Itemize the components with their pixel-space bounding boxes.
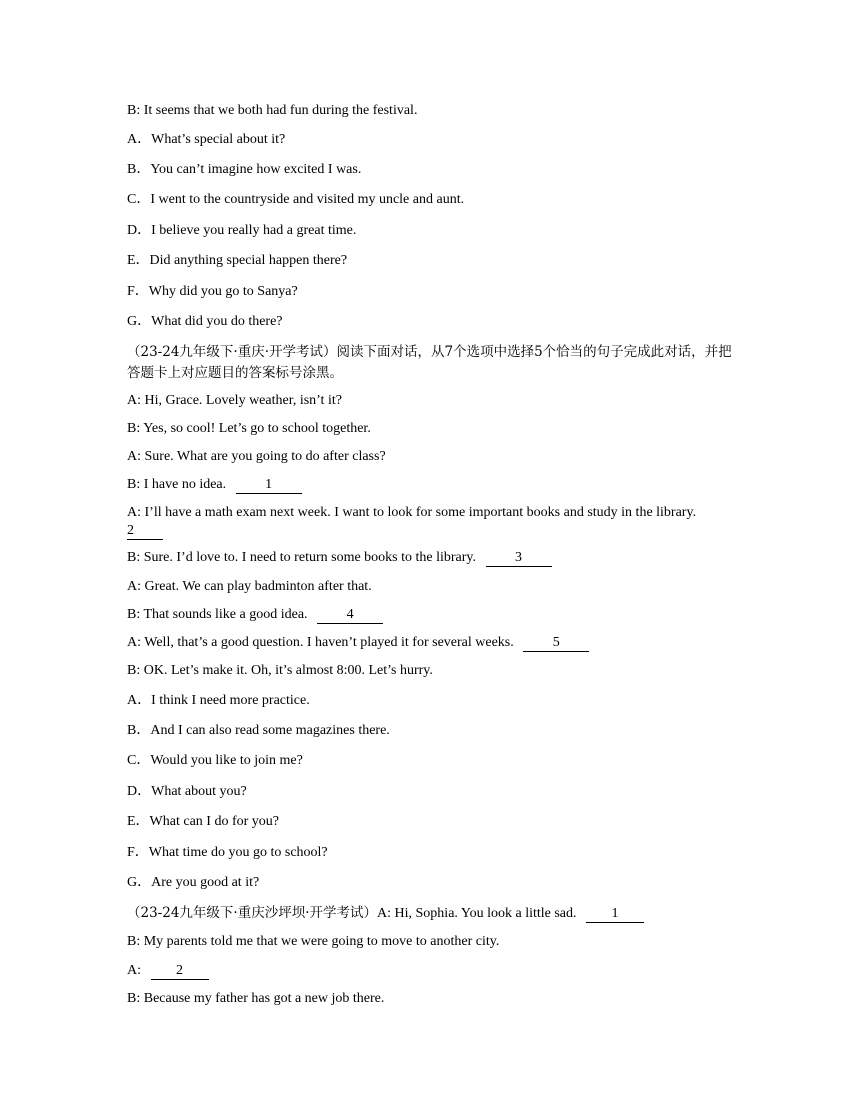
dialog-text: A: [127, 963, 141, 978]
option-d: D．I believe you really had a great time. [127, 223, 357, 238]
dialog-line-with-blank [127, 521, 163, 541]
option-e: E．What can I do for you? [127, 814, 279, 829]
option-d: D．What about you? [127, 784, 247, 799]
answer-blank-1: 1 [586, 906, 644, 923]
option-g: G．What did you do there? [127, 314, 283, 329]
dialog-text: B: That sounds like a good idea. [127, 607, 308, 622]
option-b: B．You can’t imagine how excited I was. [127, 162, 362, 177]
option-c: C．I went to the countryside and visited my uncle and aunt. [127, 192, 465, 207]
dialog-line: A: I’ll have a math exam next week. I want to look for some important books and study in the library. [127, 505, 697, 520]
option-f: F．What time do you go to school? [127, 845, 328, 860]
dialog-text: B: Sure. I’d love to. I need to return some books to the library. [127, 550, 477, 565]
option-c: C．Would you like to join me? [127, 753, 303, 768]
option-a: A．What’s special about it? [127, 132, 286, 147]
dialog-text: A: Well, that’s a good question. I haven’t played it for several weeks. [127, 635, 514, 650]
dialog-line-with-blank [127, 548, 552, 568]
dialog-line: A: Hi, Grace. Lovely weather, isn’t it? [127, 393, 342, 408]
option-f: F．Why did you go to Sanya? [127, 284, 298, 299]
answer-blank-1: 1 [236, 477, 302, 494]
dialog-line: B: It seems that we both had fun during the festival. [127, 103, 418, 118]
dialog-line-with-blank [127, 475, 302, 495]
question-source: （23-24九年级下·重庆沙坪坝·开学考试） [127, 905, 378, 921]
dialog-line: B: OK. Let’s make it. Oh, it’s almost 8:00. Let’s hurry. [127, 663, 433, 678]
dialog-line-with-blank [127, 605, 383, 625]
option-g: G．Are you good at it? [127, 875, 260, 890]
dialog-line-with-blank [127, 633, 589, 653]
dialog-line: A: Sure. What are you going to do after class? [127, 449, 386, 464]
option-a: A．I think I need more practice. [127, 693, 310, 708]
option-e: E．Did anything special happen there? [127, 253, 348, 268]
option-b: B．And I can also read some magazines there. [127, 723, 390, 738]
dialog-line: B: Yes, so cool! Let’s go to school together. [127, 421, 371, 436]
answer-blank-3: 3 [486, 550, 552, 567]
dialog-line-with-blank [127, 961, 209, 981]
dialog-line: B: Because my father has got a new job there. [127, 991, 385, 1006]
dialog-line: A: Great. We can play badminton after that. [127, 579, 372, 594]
answer-blank-5: 5 [523, 635, 589, 652]
answer-blank-4: 4 [317, 607, 383, 624]
question-intro-line [127, 903, 644, 924]
question-intro: （23-24九年级下·重庆·开学考试）阅读下面对话，从7个选项中选择5个恰当的句子完成此对话，并把答题卡上对应题目的答案标号涂黑。 [127, 344, 732, 381]
dialog-text: A: Hi, Sophia. You look a little sad. [377, 906, 577, 921]
dialog-line: B: My parents told me that we were going to move to another city. [127, 934, 500, 949]
answer-blank-2: 2 [151, 963, 209, 980]
dialog-text: B: I have no idea. [127, 477, 227, 492]
answer-blank-2: 2 [127, 523, 163, 540]
